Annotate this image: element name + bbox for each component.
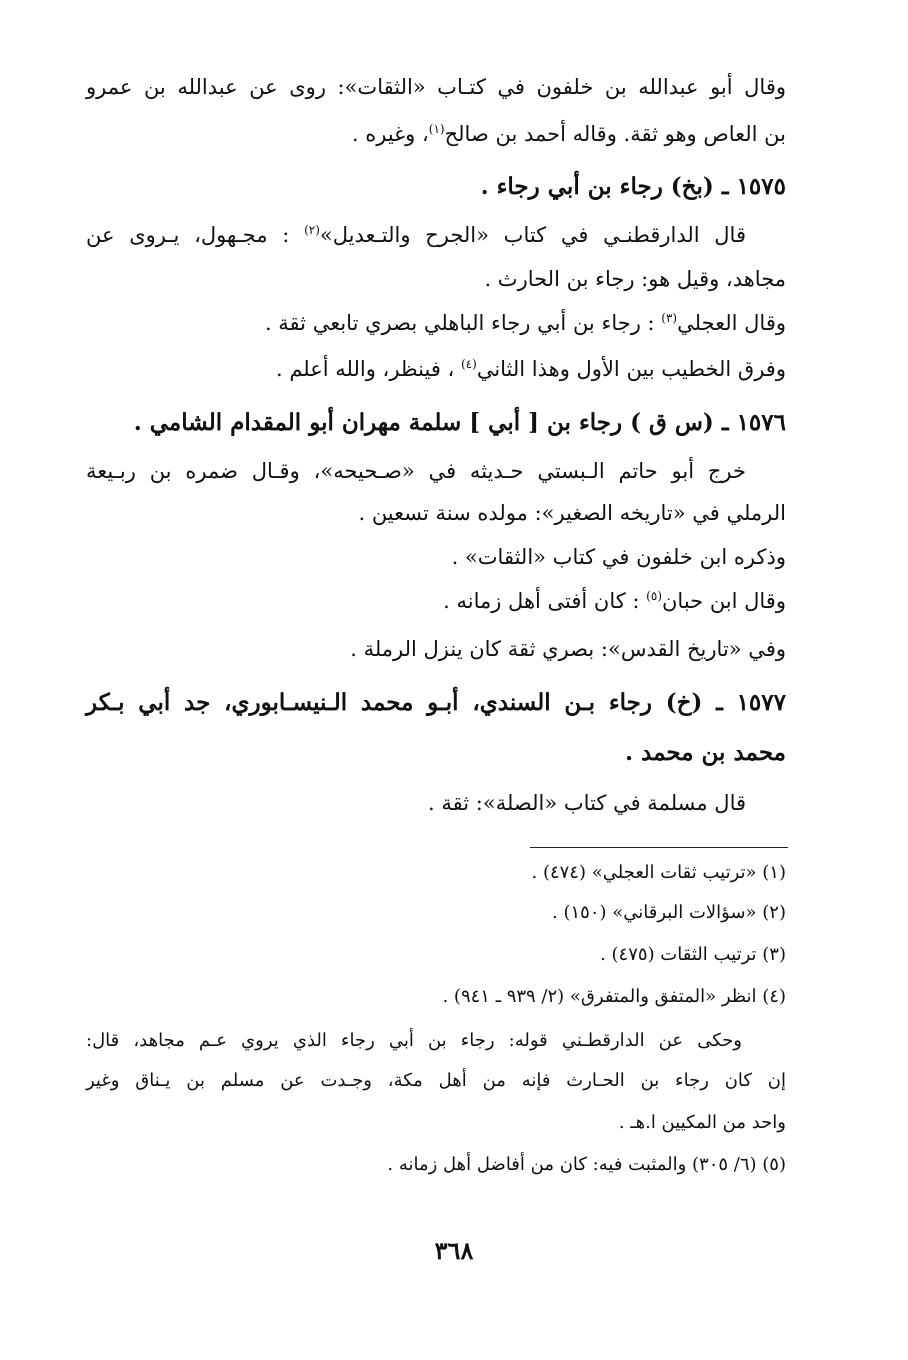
text-span: : رجاء بن أبي رجاء الباهلي بصري تابعي ثقة .: [264, 311, 662, 335]
footnote-ref: (٢): [304, 223, 320, 237]
footnote-5: (٥) (٦/ ٣٠٥) والمثبت فيه: كان من أفاضل أهل زمانه .: [387, 1154, 786, 1175]
text-span: : مجـهول، يـروى عن: [86, 223, 305, 247]
text-span: وقال ابن حبان: [662, 589, 786, 613]
text-line: [276, 354, 786, 384]
text-line: [443, 586, 786, 616]
entry-heading-1576: ١٥٧٦ ـ (س ق ) رجاء بن [ أبي ] سلمة مهران أبو المقدام الشامي .: [133, 409, 786, 436]
footnote-separator: [530, 847, 788, 848]
text-line: قال مسلمة في كتاب «الصلة»: ثقة .: [428, 791, 746, 815]
text-span: : كان أفتى أهل زمانه .: [443, 589, 647, 613]
footnote-3: (٣) ترتيب الثقات (٤٧٥) .: [600, 944, 786, 965]
text-span: وقال العجلي: [677, 311, 786, 335]
footnote-4: (٤) انظر «المتفق والمتفرق» (٢/ ٩٣٩ ـ ٩٤١) .: [442, 986, 786, 1007]
footnote-ref: (٣): [661, 311, 678, 325]
text-line: [352, 119, 786, 149]
text-line: وفي «تاريخ القدس»: بصري ثقة كان ينزل الرملة .: [350, 637, 786, 661]
text-line: خرج أبو حاتم الـبستي حـديثه في «صـحيحه»، وقـال ضمره بن ربـيعة: [86, 459, 746, 483]
entry-heading-1577-cont: محمد بن محمد .: [624, 739, 786, 766]
text-span: ، فينظر، والله أعلم .: [275, 357, 461, 381]
footnote-1: (١) «ترتيب ثقات العجلي» (٤٧٤) .: [531, 862, 786, 883]
entry-heading-1577: ١٥٧٧ ـ (خ) رجاء بـن السندي، أبـو محمد الـنيسـابوري، جد أبي بـكر: [86, 689, 786, 716]
footnote-2: (٢) «سؤالات البرقاني» (١٥٠) .: [552, 902, 786, 923]
text-line: الرملي في «تاريخه الصغير»: مولده سنة تسعين .: [358, 501, 786, 525]
footnote-4-text: وحكى عن الدارقطـني قوله: رجاء بن أبي رجاء الذي يروي عـم مجاهد، قال:: [86, 1030, 742, 1051]
page-number: ٣٦٨: [434, 1236, 474, 1265]
text-span: ، وغيره .: [351, 122, 429, 146]
text-line: مجاهد، وقيل هو: رجاء بن الحارث .: [484, 267, 786, 291]
text-line: وقال أبو عبدالله بن خلفون في كتـاب «الثقات»: روى عن عبدالله بن عمرو: [86, 75, 786, 99]
text-line: [265, 308, 786, 338]
footnote-4-text: واحد من المكيين ا.هـ .: [618, 1112, 786, 1133]
text-span: وفرق الخطيب بين الأول وهذا الثاني: [476, 357, 786, 381]
footnote-ref: (١): [428, 122, 445, 136]
footnote-ref: (٥): [646, 589, 662, 603]
footnote-4-text: إن كان رجاء بن الحـارث فإنه من أهل مكة، وجـدت عن مسلم بن يـناق وغير: [86, 1070, 786, 1091]
text-span: بن العاص وهو ثقة. وقاله أحمد بن صالح: [444, 122, 786, 146]
text-line: [86, 220, 746, 250]
text-line: وذكره ابن خلفون في كتاب «الثقات» .: [451, 545, 786, 569]
text-span: قال الدارقطنـي في كتاب «الجرح والتـعديل»: [319, 223, 746, 247]
footnote-ref: (٤): [460, 357, 477, 371]
entry-heading-1575: ١٥٧٥ ـ (بخ) رجاء بن أبي رجاء .: [480, 173, 786, 200]
